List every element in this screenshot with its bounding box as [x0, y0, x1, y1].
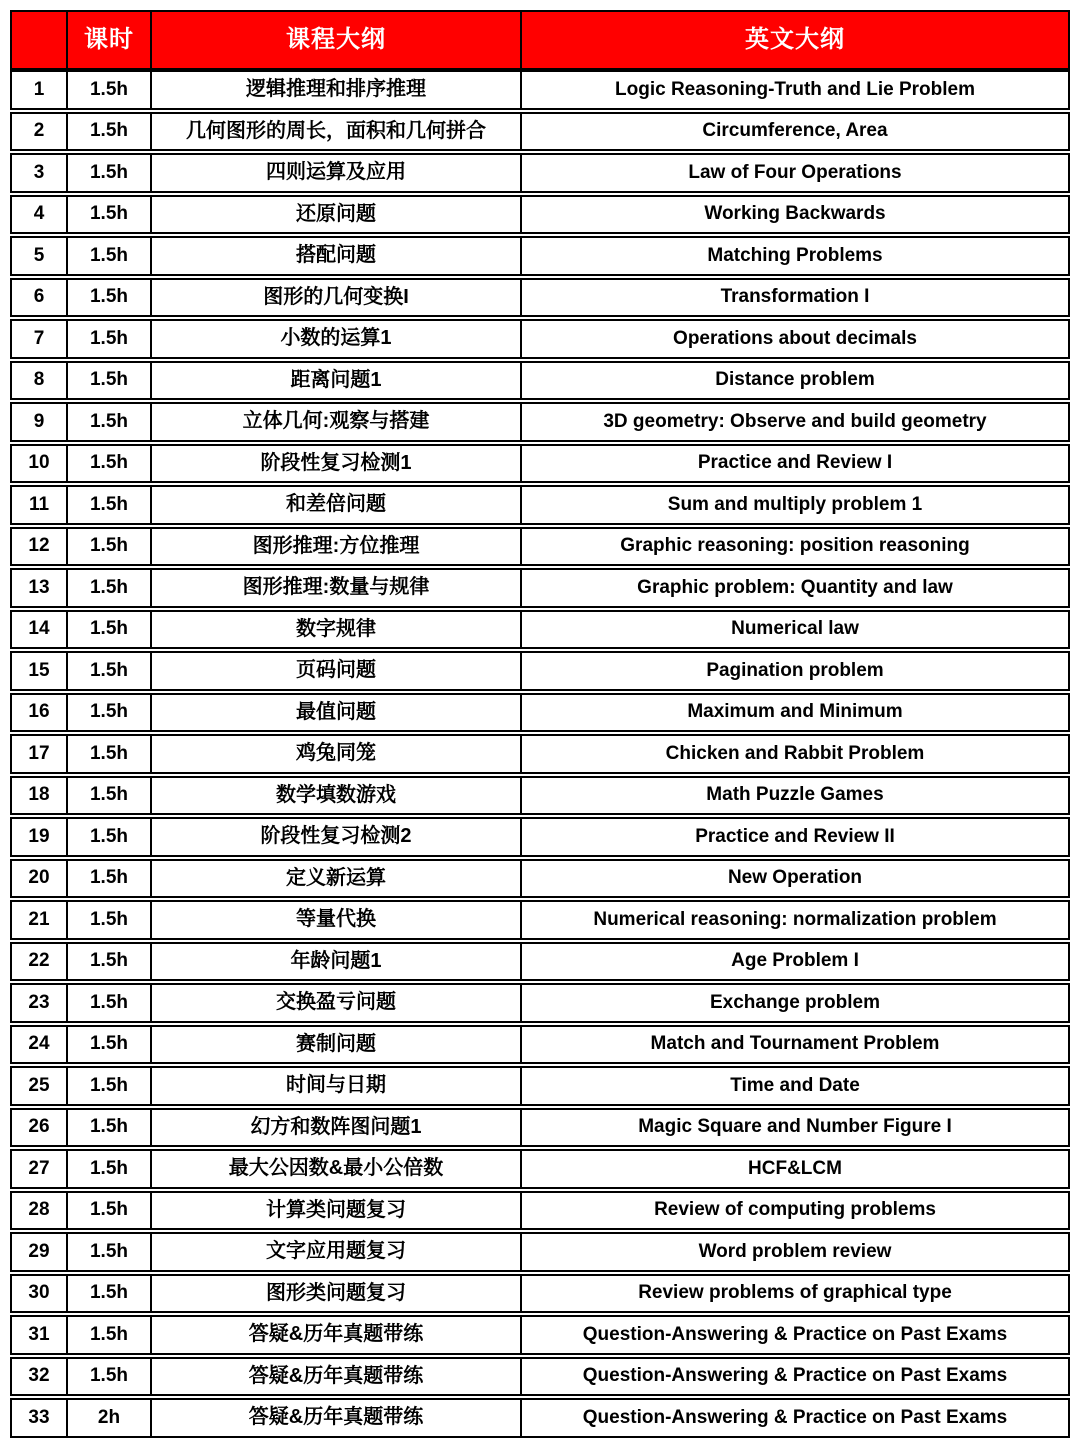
row-number: 6 [12, 280, 68, 316]
row-cn-outline: 计算类问题复习 [152, 1193, 522, 1229]
row-hours: 1.5h [68, 902, 152, 938]
row-en-outline: Law of Four Operations [688, 161, 902, 183]
row-en-outline: Sum and multiply problem 1 [667, 493, 923, 515]
row-cn-outline: 图形推理:方位推理 [152, 529, 522, 565]
row-cn-outline: 数学填数游戏 [152, 778, 522, 814]
header-index [12, 12, 68, 68]
row-en-outline: Question-Answering & Practice on Past Exams [582, 1406, 1008, 1428]
row-en-outline: HCF&LCM [748, 1157, 842, 1179]
row-number: 7 [12, 321, 68, 357]
row-cn-outline: 定义新运算 [152, 861, 522, 897]
row-en-outline: Logic Reasoning-Truth and Lie Problem [615, 78, 975, 100]
row-en-outline: Question-Answering & Practice on Past Exams [582, 1365, 1008, 1387]
row-en-outline: New Operation [727, 867, 863, 889]
row-number: 5 [12, 238, 68, 274]
row-hours: 1.5h [68, 72, 152, 108]
table-row [10, 1108, 1070, 1148]
row-number: 4 [12, 197, 68, 233]
row-hours: 1.5h [68, 114, 152, 150]
row-hours: 1.5h [68, 1027, 152, 1063]
table-row [10, 485, 1070, 525]
row-number: 26 [12, 1110, 68, 1146]
row-en-outline: Review problems of graphical type [638, 1282, 952, 1304]
row-number: 15 [12, 653, 68, 689]
row-en-outline: Numerical law [731, 618, 859, 640]
row-en-outline: Numerical reasoning: normalization problem [593, 908, 997, 930]
row-number: 28 [12, 1193, 68, 1229]
row-en-outline: Chicken and Rabbit Problem [665, 742, 925, 764]
row-en-outline: Magic Square and Number Figure I [638, 1116, 952, 1138]
row-number: 27 [12, 1151, 68, 1187]
row-number: 20 [12, 861, 68, 897]
table-row [10, 859, 1070, 899]
table-row [10, 776, 1070, 816]
row-en-outline: Operations about decimals [673, 327, 917, 349]
row-cn-outline: 还原问题 [152, 197, 522, 233]
row-en-outline: Math Puzzle Games [706, 784, 884, 806]
table-row [10, 112, 1070, 152]
row-cn-outline: 页码问题 [152, 653, 522, 689]
row-cn-outline: 小数的运算1 [152, 321, 522, 357]
row-hours: 1.5h [68, 612, 152, 648]
row-en-outline: Exchange problem [710, 991, 880, 1013]
row-hours: 1.5h [68, 363, 152, 399]
row-number: 14 [12, 612, 68, 648]
table-row [10, 153, 1070, 193]
row-en-outline: Age Problem I [731, 950, 859, 972]
row-en-outline: Matching Problems [707, 244, 883, 266]
row-hours: 1.5h [68, 1151, 152, 1187]
row-cn-outline: 鸡兔同笼 [152, 736, 522, 772]
table-row [10, 1066, 1070, 1106]
row-en-outline: Maximum and Minimum [687, 701, 903, 723]
row-number: 19 [12, 819, 68, 855]
row-hours: 1.5h [68, 1276, 152, 1312]
table-row [10, 1274, 1070, 1314]
table-row [10, 1025, 1070, 1065]
row-hours: 1.5h [68, 404, 152, 440]
row-number: 2 [12, 114, 68, 150]
course-syllabus-table [10, 10, 1070, 1438]
table-row [10, 693, 1070, 733]
row-cn-outline: 图形的几何变换I [152, 280, 522, 316]
row-hours: 1.5h [68, 1359, 152, 1395]
row-hours: 1.5h [68, 321, 152, 357]
row-cn-outline: 图形类问题复习 [152, 1276, 522, 1312]
row-number: 32 [12, 1359, 68, 1395]
row-en-outline: Word problem review [698, 1240, 892, 1262]
row-en-outline: Working Backwards [704, 203, 886, 225]
row-en-outline: Review of computing problems [654, 1199, 936, 1221]
row-cn-outline: 赛制问题 [152, 1027, 522, 1063]
row-hours: 1.5h [68, 280, 152, 316]
row-hours: 1.5h [68, 1110, 152, 1146]
table-row [10, 319, 1070, 359]
row-en-outline: Transformation I [720, 286, 870, 308]
table-row [10, 983, 1070, 1023]
row-hours: 1.5h [68, 778, 152, 814]
row-number: 30 [12, 1276, 68, 1312]
row-hours: 1.5h [68, 736, 152, 772]
row-en-outline: Graphic problem: Quantity and law [637, 576, 953, 598]
row-en-outline: Match and Tournament Problem [650, 1033, 940, 1055]
row-cn-outline: 数字规律 [152, 612, 522, 648]
row-number: 23 [12, 985, 68, 1021]
row-hours: 1.5h [68, 1193, 152, 1229]
header-hours: 课时 [68, 12, 152, 68]
table-row [10, 942, 1070, 982]
row-hours: 1.5h [68, 653, 152, 689]
row-cn-outline: 图形推理:数量与规律 [152, 570, 522, 606]
header-cn-outline: 课程大纲 [152, 12, 522, 68]
table-row [10, 361, 1070, 401]
row-cn-outline: 时间与日期 [152, 1068, 522, 1104]
row-cn-outline: 答疑&历年真题带练 [152, 1317, 522, 1353]
row-en-outline: Practice and Review II [695, 825, 895, 847]
row-number: 29 [12, 1234, 68, 1270]
table-row [10, 1398, 1070, 1438]
row-cn-outline: 年龄问题1 [152, 944, 522, 980]
table-row [10, 527, 1070, 567]
row-cn-outline: 距离问题1 [152, 363, 522, 399]
table-row [10, 444, 1070, 484]
row-number: 31 [12, 1317, 68, 1353]
table-row [10, 1191, 1070, 1231]
row-cn-outline: 幻方和数阵图问题1 [152, 1110, 522, 1146]
row-hours: 1.5h [68, 529, 152, 565]
row-hours: 1.5h [68, 1317, 152, 1353]
row-hours: 1.5h [68, 446, 152, 482]
row-en-outline: Time and Date [730, 1074, 860, 1096]
table-row [10, 195, 1070, 235]
row-hours: 2h [68, 1400, 152, 1436]
row-number: 24 [12, 1027, 68, 1063]
row-number: 13 [12, 570, 68, 606]
table-row [10, 278, 1070, 318]
row-number: 21 [12, 902, 68, 938]
table-row [10, 402, 1070, 442]
row-cn-outline: 文字应用题复习 [152, 1234, 522, 1270]
row-hours: 1.5h [68, 487, 152, 523]
table-row [10, 1232, 1070, 1272]
row-cn-outline: 等量代换 [152, 902, 522, 938]
row-hours: 1.5h [68, 695, 152, 731]
row-cn-outline: 立体几何:观察与搭建 [152, 404, 522, 440]
row-cn-outline: 搭配问题 [152, 238, 522, 274]
row-hours: 1.5h [68, 861, 152, 897]
row-number: 8 [12, 363, 68, 399]
header-en-outline: 英文大纲 [745, 26, 845, 54]
row-cn-outline: 答疑&历年真题带练 [152, 1359, 522, 1395]
row-en-outline: Circumference, Area [702, 120, 888, 142]
row-number: 9 [12, 404, 68, 440]
table-row [10, 1357, 1070, 1397]
table-row [10, 70, 1070, 110]
row-number: 16 [12, 695, 68, 731]
row-hours: 1.5h [68, 197, 152, 233]
row-hours: 1.5h [68, 944, 152, 980]
row-cn-outline: 最值问题 [152, 695, 522, 731]
row-number: 3 [12, 155, 68, 191]
table-row [10, 817, 1070, 857]
table-row [10, 651, 1070, 691]
row-cn-outline: 交换盈亏问题 [152, 985, 522, 1021]
row-cn-outline: 阶段性复习检测1 [152, 446, 522, 482]
row-en-outline: 3D geometry: Observe and build geometry [603, 410, 987, 432]
row-hours: 1.5h [68, 1234, 152, 1270]
table-row [10, 568, 1070, 608]
table-header-row [10, 10, 1070, 70]
row-number: 33 [12, 1400, 68, 1436]
table-row [10, 900, 1070, 940]
row-en-outline: Question-Answering & Practice on Past Exams [582, 1323, 1008, 1345]
row-hours: 1.5h [68, 155, 152, 191]
table-row [10, 1149, 1070, 1189]
row-cn-outline: 阶段性复习检测2 [152, 819, 522, 855]
row-en-outline: Practice and Review I [697, 452, 893, 474]
row-number: 11 [12, 487, 68, 523]
row-hours: 1.5h [68, 1068, 152, 1104]
row-cn-outline: 四则运算及应用 [152, 155, 522, 191]
table-row [10, 734, 1070, 774]
row-hours: 1.5h [68, 819, 152, 855]
row-number: 1 [12, 72, 68, 108]
row-hours: 1.5h [68, 238, 152, 274]
row-number: 12 [12, 529, 68, 565]
row-number: 25 [12, 1068, 68, 1104]
table-row [10, 610, 1070, 650]
table-row [10, 1315, 1070, 1355]
row-en-outline: Graphic reasoning: position reasoning [620, 535, 970, 557]
row-cn-outline: 几何图形的周长，面积和几何拼合 [152, 114, 522, 150]
row-number: 18 [12, 778, 68, 814]
row-cn-outline: 最大公因数&最小公倍数 [152, 1151, 522, 1187]
row-number: 10 [12, 446, 68, 482]
row-number: 22 [12, 944, 68, 980]
row-number: 17 [12, 736, 68, 772]
row-cn-outline: 答疑&历年真题带练 [152, 1400, 522, 1436]
row-cn-outline: 和差倍问题 [152, 487, 522, 523]
row-cn-outline: 逻辑推理和排序推理 [152, 72, 522, 108]
row-en-outline: Pagination problem [706, 659, 884, 681]
row-hours: 1.5h [68, 570, 152, 606]
row-en-outline: Distance problem [715, 369, 875, 391]
row-hours: 1.5h [68, 985, 152, 1021]
table-row [10, 236, 1070, 276]
